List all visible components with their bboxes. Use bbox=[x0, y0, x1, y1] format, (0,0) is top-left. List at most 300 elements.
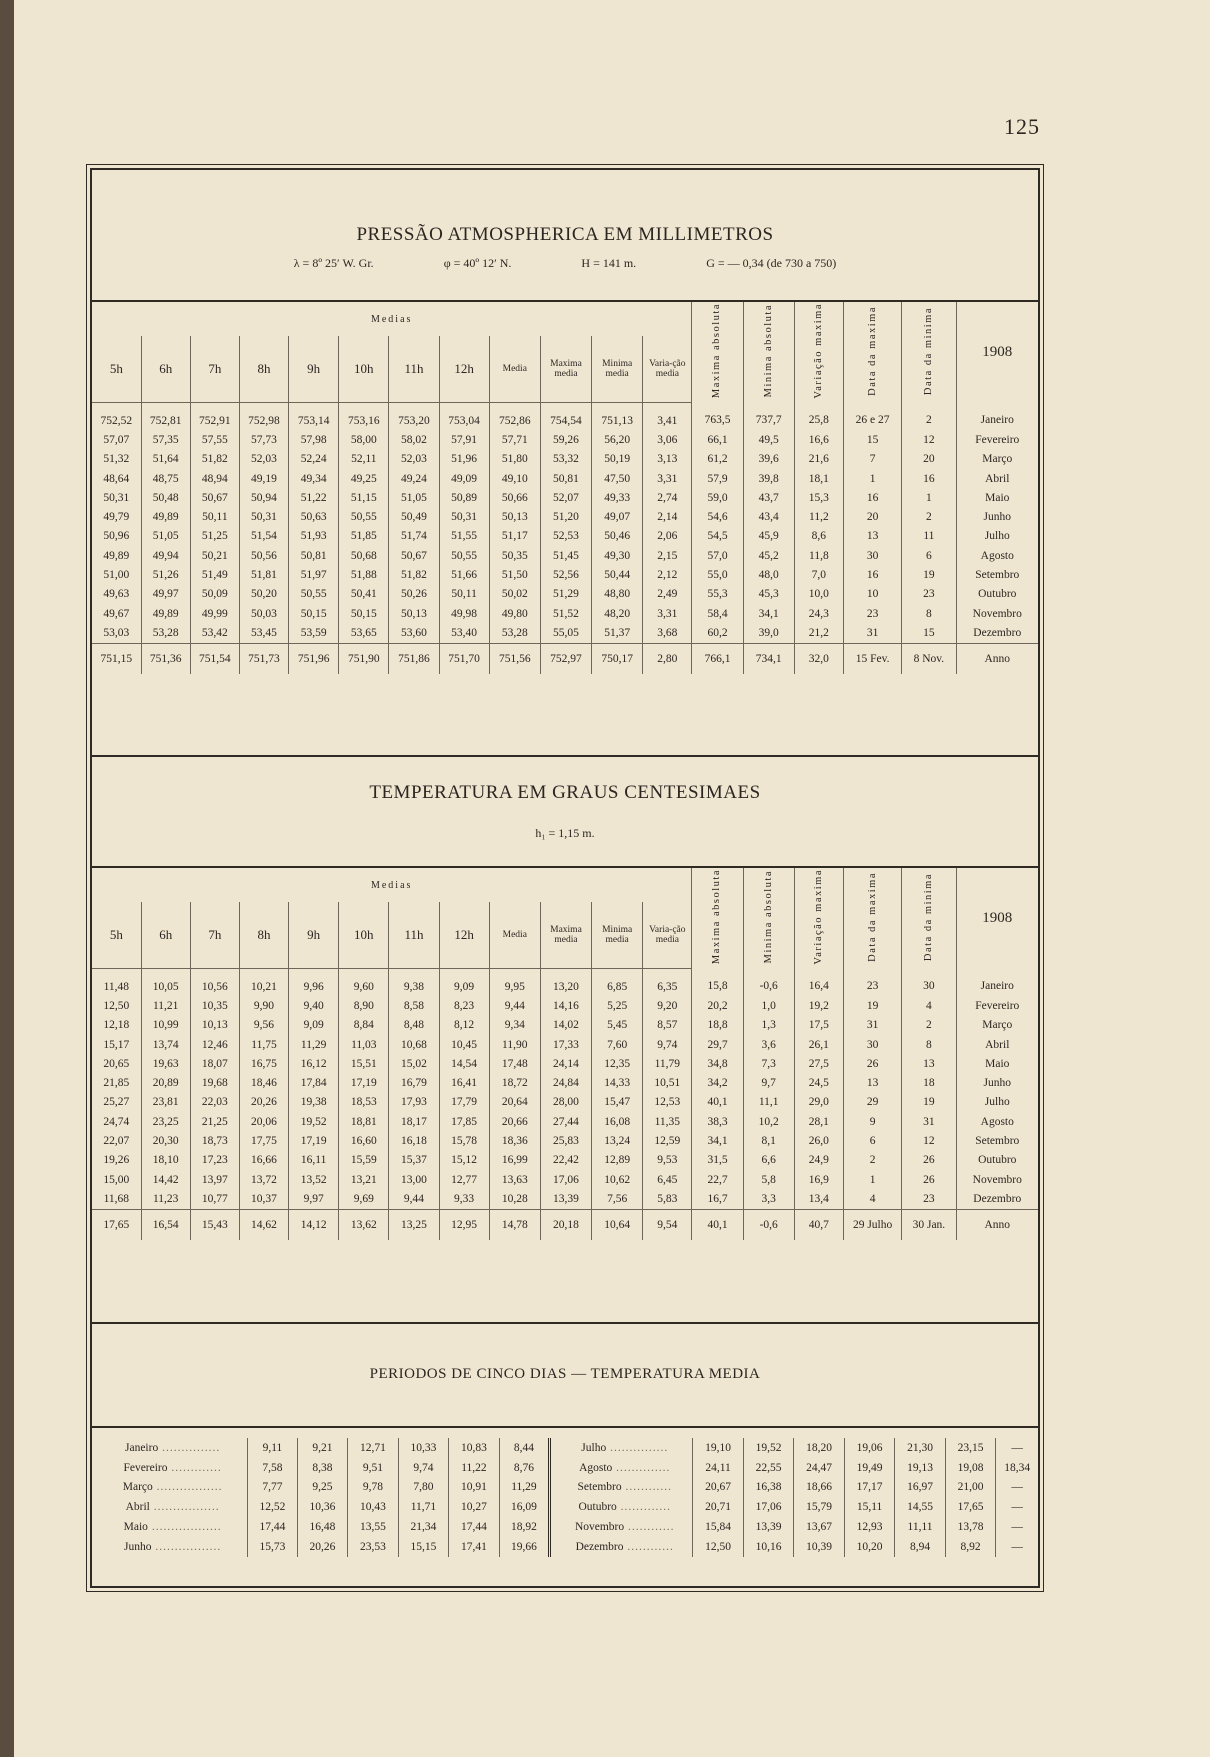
temperature-cell: 14,16 bbox=[540, 996, 591, 1015]
pressure-cell: 3,41 bbox=[643, 403, 692, 431]
periods-cell: 10,91 bbox=[449, 1478, 500, 1498]
temperature-cell: 9 bbox=[843, 1112, 901, 1131]
pressure-cell: 51,50 bbox=[489, 565, 540, 584]
periods-cell: 20,71 bbox=[693, 1497, 744, 1517]
pressure-month-label: Agosto bbox=[956, 546, 1038, 565]
periods-month-label: Novembro ............ bbox=[550, 1517, 693, 1537]
periods-cell: 24,47 bbox=[794, 1458, 845, 1478]
pressure-hour-6: 6h bbox=[141, 336, 190, 403]
periods-cell: 11,22 bbox=[449, 1458, 500, 1478]
pressure-cell: 15 bbox=[843, 430, 901, 449]
periods-top-rule bbox=[92, 1426, 1038, 1428]
pressure-cell: 49,94 bbox=[141, 546, 190, 565]
periods-cell: 10,83 bbox=[449, 1438, 500, 1458]
pressure-cell: 51,29 bbox=[540, 585, 591, 604]
pressure-cell: 6 bbox=[902, 546, 956, 565]
pressure-cell: 55,0 bbox=[692, 565, 743, 584]
temperature-cell: 12 bbox=[902, 1131, 956, 1150]
periods-cell: 12,71 bbox=[348, 1438, 399, 1458]
pressure-month-label: Novembro bbox=[956, 604, 1038, 623]
temperature-cell: 9,7 bbox=[743, 1073, 794, 1092]
pressure-table bbox=[92, 302, 1038, 674]
temperature-cell: 25,83 bbox=[540, 1131, 591, 1150]
temperature-cell: 18,81 bbox=[339, 1112, 389, 1131]
temperature-cell: 9,53 bbox=[643, 1151, 692, 1170]
temperature-cell: 15,17 bbox=[103, 1038, 130, 1051]
periods-row bbox=[92, 1438, 1038, 1458]
periods-cell: 17,44 bbox=[449, 1517, 500, 1537]
periods-cell: 17,44 bbox=[248, 1517, 297, 1537]
temperature-cell: 16,9 bbox=[794, 1170, 843, 1189]
pressure-cell: 753,20 bbox=[389, 403, 439, 431]
temperature-cell: 29,7 bbox=[692, 1035, 743, 1054]
periods-cell: 18,34 bbox=[996, 1458, 1038, 1478]
temperature-cell: 14,33 bbox=[592, 1073, 643, 1092]
periods-cell: 8,94 bbox=[895, 1537, 946, 1557]
temperature-cell: 18 bbox=[902, 1073, 956, 1092]
temperature-cell: 16,7 bbox=[692, 1189, 743, 1209]
periods-cell: 10,39 bbox=[794, 1537, 845, 1557]
pressure-param-lambda: λ = 8º 25′ W. Gr. bbox=[293, 256, 374, 270]
pressure-cell: 34,1 bbox=[743, 604, 794, 623]
pressure-cell: 51,55 bbox=[439, 527, 489, 546]
pressure-cell: 56,20 bbox=[592, 430, 643, 449]
temperature-cell: 1,0 bbox=[743, 996, 794, 1015]
temperature-annual-cell: 9,54 bbox=[643, 1209, 692, 1240]
temperature-cell: 8,58 bbox=[389, 996, 439, 1015]
pressure-cell: 50,66 bbox=[489, 488, 540, 507]
temperature-cell: 16,08 bbox=[592, 1112, 643, 1131]
periods-cell: 18,92 bbox=[499, 1517, 550, 1537]
periods-cell: 11,71 bbox=[398, 1497, 449, 1517]
pressure-cell: 16 bbox=[843, 565, 901, 584]
pressure-cell: 18,1 bbox=[794, 469, 843, 488]
pressure-cell: 15,3 bbox=[794, 488, 843, 507]
temperature-hour-8: 8h bbox=[239, 902, 288, 969]
temperature-annual-cell: 13,62 bbox=[339, 1209, 389, 1240]
pressure-cell: 50,02 bbox=[489, 585, 540, 604]
pressure-cell: 11 bbox=[902, 527, 956, 546]
periods-cell: 15,84 bbox=[693, 1517, 744, 1537]
temperature-cell: 15,51 bbox=[339, 1054, 389, 1073]
temperature-cell: 28,00 bbox=[540, 1093, 591, 1112]
temperature-cell: 11,03 bbox=[339, 1035, 389, 1054]
pressure-annual-cell: 751,73 bbox=[239, 643, 288, 674]
temperature-annual-cell: 30 Jan. bbox=[902, 1209, 956, 1240]
temperature-cell: 8,48 bbox=[389, 1016, 439, 1035]
pressure-cell: 51,88 bbox=[339, 565, 389, 584]
temperature-cell: 24,9 bbox=[794, 1151, 843, 1170]
periods-cell: 7,58 bbox=[248, 1458, 297, 1478]
pressure-cell: 57,71 bbox=[489, 430, 540, 449]
temperature-month-label: Fevereiro bbox=[956, 996, 1038, 1015]
temperature-cell: 11,48 bbox=[103, 980, 130, 993]
periods-month-label: Janeiro ............... bbox=[125, 1441, 221, 1454]
pressure-cell: 2,49 bbox=[643, 585, 692, 604]
temperature-cell: 13,63 bbox=[489, 1170, 540, 1189]
pressure-cell: 51,00 bbox=[103, 569, 130, 582]
temperature-annual-cell: 40,1 bbox=[692, 1209, 743, 1240]
pressure-cell: 2 bbox=[902, 507, 956, 526]
temperature-cell: 16,18 bbox=[389, 1131, 439, 1150]
pressure-cell: 2 bbox=[902, 403, 956, 431]
periods-cell: 11,29 bbox=[499, 1478, 550, 1498]
pressure-cell: 49,07 bbox=[592, 507, 643, 526]
pressure-cell: 49,89 bbox=[141, 604, 190, 623]
pressure-cell: 50,55 bbox=[339, 507, 389, 526]
temperature-cell: 16,75 bbox=[239, 1054, 288, 1073]
pressure-cell: 21,6 bbox=[794, 450, 843, 469]
pressure-cell: 3,06 bbox=[643, 430, 692, 449]
pressure-cell: 16 bbox=[902, 469, 956, 488]
temperature-cell: 7,56 bbox=[592, 1189, 643, 1209]
pressure-param-phi: φ = 40º 12′ N. bbox=[443, 256, 512, 270]
periods-cell: 12,52 bbox=[248, 1497, 297, 1517]
pressure-hour-5: 5h bbox=[92, 336, 141, 403]
temperature-cell: 7,3 bbox=[743, 1054, 794, 1073]
periods-cell: 18,66 bbox=[794, 1478, 845, 1498]
periods-row bbox=[92, 1517, 1038, 1537]
temperature-cell: 20,89 bbox=[141, 1073, 190, 1092]
temperature-cell: 11,1 bbox=[743, 1093, 794, 1112]
temperature-hour-5: 5h bbox=[92, 902, 141, 969]
periods-month-label: Julho ............... bbox=[550, 1438, 693, 1458]
periods-cell: 16,09 bbox=[499, 1497, 550, 1517]
periods-cell: 20,67 bbox=[693, 1478, 744, 1498]
pressure-cell: 3,68 bbox=[643, 623, 692, 643]
temperature-cell: 11,79 bbox=[643, 1054, 692, 1073]
pressure-annual-cell: 751,56 bbox=[489, 643, 540, 674]
pressure-cell: 20 bbox=[843, 507, 901, 526]
temperature-annual-cell: 17,65 bbox=[92, 1209, 141, 1240]
pressure-cell: 51,25 bbox=[190, 527, 239, 546]
temperature-annual-cell: -0,6 bbox=[743, 1209, 794, 1240]
periods-cell: 7,77 bbox=[248, 1478, 297, 1498]
page-number: 125 bbox=[1004, 114, 1040, 139]
pressure-cell: 48,64 bbox=[103, 472, 130, 485]
temperature-cell: 19,63 bbox=[141, 1054, 190, 1073]
temperature-cell: 29 bbox=[843, 1093, 901, 1112]
pressure-cell: 1 bbox=[843, 469, 901, 488]
temperature-cell: 19 bbox=[843, 996, 901, 1015]
pressure-cell: 53,60 bbox=[389, 623, 439, 643]
temperature-cell: 9,96 bbox=[289, 969, 339, 997]
pressure-cell: 57,9 bbox=[692, 469, 743, 488]
pressure-cell: 53,28 bbox=[489, 623, 540, 643]
temperature-cell: 6,85 bbox=[592, 969, 643, 997]
temperature-cell: 15,78 bbox=[439, 1131, 489, 1150]
pressure-cell: 57,55 bbox=[190, 430, 239, 449]
temperature-month-label: Junho bbox=[956, 1073, 1038, 1092]
temperature-col-data-min: Data da minima bbox=[902, 868, 956, 969]
temperature-cell: 3,6 bbox=[743, 1035, 794, 1054]
pressure-hour-12: 12h bbox=[439, 336, 489, 403]
pressure-cell: 58,4 bbox=[692, 604, 743, 623]
pressure-cell: 48,80 bbox=[592, 585, 643, 604]
pressure-cell: 50,31 bbox=[239, 507, 288, 526]
temperature-cell: 34,8 bbox=[692, 1054, 743, 1073]
temperature-cell: 9,34 bbox=[489, 1016, 540, 1035]
temperature-cell: 25,27 bbox=[103, 1096, 130, 1109]
pressure-cell: 2,06 bbox=[643, 527, 692, 546]
pressure-annual-label: Anno bbox=[956, 643, 1038, 674]
temperature-annual-cell: 13,25 bbox=[389, 1209, 439, 1240]
temperature-cell: 22,03 bbox=[190, 1093, 239, 1112]
pressure-cell: 47,50 bbox=[592, 469, 643, 488]
periods-cell: 12,93 bbox=[844, 1517, 895, 1537]
temperature-cell: 19,38 bbox=[289, 1093, 339, 1112]
temperature-cell: 9,33 bbox=[439, 1189, 489, 1209]
temperature-cell: 16,79 bbox=[389, 1073, 439, 1092]
pressure-cell: 50,31 bbox=[439, 507, 489, 526]
pressure-col-data-min: Data da minima bbox=[902, 302, 956, 403]
temperature-annual-cell: 16,54 bbox=[141, 1209, 190, 1240]
pressure-cell: 57,0 bbox=[692, 546, 743, 565]
pressure-month-label: Setembro bbox=[956, 565, 1038, 584]
pressure-cell: 50,03 bbox=[239, 604, 288, 623]
pressure-month-label: Julho bbox=[956, 527, 1038, 546]
temperature-cell: 30 bbox=[902, 969, 956, 997]
periods-cell: 12,50 bbox=[693, 1537, 744, 1557]
pressure-annual-cell: 751,90 bbox=[339, 643, 389, 674]
pressure-cell: 66,1 bbox=[692, 430, 743, 449]
pressure-cell: 49,19 bbox=[239, 469, 288, 488]
temperature-cell: 17,23 bbox=[190, 1151, 239, 1170]
temperature-cell: 8,90 bbox=[339, 996, 389, 1015]
pressure-cell: 752,81 bbox=[141, 403, 190, 431]
temperature-cell: 15,59 bbox=[339, 1151, 389, 1170]
temperature-month-label: Novembro bbox=[956, 1170, 1038, 1189]
pressure-cell: 23 bbox=[843, 604, 901, 623]
pressure-row bbox=[92, 527, 1038, 546]
temperature-cell: 13,24 bbox=[592, 1131, 643, 1150]
pressure-cell: 51,37 bbox=[592, 623, 643, 643]
temperature-col-max-media: Maxima media bbox=[540, 902, 591, 969]
pressure-cell: 51,64 bbox=[141, 450, 190, 469]
pressure-row bbox=[92, 623, 1038, 643]
temperature-cell: 9,38 bbox=[389, 969, 439, 997]
temperature-cell: 11,90 bbox=[489, 1035, 540, 1054]
pressure-row bbox=[92, 604, 1038, 623]
periods-month-label: Junho ................. bbox=[124, 1540, 222, 1553]
pressure-annual-cell: 766,1 bbox=[692, 643, 743, 674]
pressure-cell: 51,96 bbox=[439, 450, 489, 469]
temperature-cell: 9,74 bbox=[643, 1035, 692, 1054]
temperature-month-label: Janeiro bbox=[956, 969, 1038, 997]
periods-month-label: Maio .................. bbox=[123, 1521, 222, 1534]
periods-cell: — bbox=[996, 1517, 1038, 1537]
pressure-cell: 49,89 bbox=[141, 507, 190, 526]
temperature-cell: 31 bbox=[902, 1112, 956, 1131]
temperature-cell: 14,02 bbox=[540, 1016, 591, 1035]
temperature-cell: 10,45 bbox=[439, 1035, 489, 1054]
periods-cell: 17,06 bbox=[743, 1497, 794, 1517]
pressure-cell: 52,03 bbox=[239, 450, 288, 469]
pressure-cell: 752,52 bbox=[100, 414, 133, 427]
temperature-cell: 26,1 bbox=[794, 1035, 843, 1054]
periods-cell: 9,74 bbox=[398, 1458, 449, 1478]
temperature-cell: 6,35 bbox=[643, 969, 692, 997]
periods-cell: 20,26 bbox=[297, 1537, 348, 1557]
pressure-params bbox=[92, 256, 1038, 271]
pressure-hour-11: 11h bbox=[389, 336, 439, 403]
temperature-cell: 17,85 bbox=[439, 1112, 489, 1131]
periods-cell: — bbox=[996, 1537, 1038, 1557]
pressure-cell: 21,2 bbox=[794, 623, 843, 643]
temperature-cell: 34,2 bbox=[692, 1073, 743, 1092]
pressure-cell: 59,26 bbox=[540, 430, 591, 449]
pressure-annual-cell: 751,54 bbox=[190, 643, 239, 674]
temperature-cell: 6,45 bbox=[643, 1170, 692, 1189]
periods-row bbox=[92, 1497, 1038, 1517]
periods-cell: 9,21 bbox=[297, 1438, 348, 1458]
periods-title: PERIODOS DE CINCO DIAS — TEMPERATURA MEDIA bbox=[369, 1366, 761, 1382]
pressure-row bbox=[92, 565, 1038, 584]
temperature-cell: 26 bbox=[902, 1151, 956, 1170]
periods-cell: 16,38 bbox=[743, 1478, 794, 1498]
temperature-annual-row bbox=[92, 1209, 1038, 1240]
pressure-cell: 39,6 bbox=[743, 450, 794, 469]
temperature-cell: 4 bbox=[843, 1189, 901, 1209]
temperature-cell: 12,77 bbox=[439, 1170, 489, 1189]
pressure-annual-cell: 752,97 bbox=[540, 643, 591, 674]
pressure-row bbox=[92, 450, 1038, 469]
temperature-cell: 7,60 bbox=[592, 1035, 643, 1054]
pressure-cell: 51,05 bbox=[141, 527, 190, 546]
temperature-cell: 26,0 bbox=[794, 1131, 843, 1150]
pressure-cell: 31 bbox=[843, 623, 901, 643]
temperature-cell: 16,99 bbox=[489, 1151, 540, 1170]
temperature-cell: 20,65 bbox=[103, 1057, 130, 1070]
periods-cell: 9,11 bbox=[248, 1438, 297, 1458]
temperature-cell: 28,1 bbox=[794, 1112, 843, 1131]
temperature-cell: 11,75 bbox=[239, 1035, 288, 1054]
pressure-cell: 49,34 bbox=[289, 469, 339, 488]
temperature-row bbox=[92, 1016, 1038, 1035]
temperature-month-label: Maio bbox=[956, 1054, 1038, 1073]
temperature-hour-10: 10h bbox=[339, 902, 389, 969]
periods-cell: 13,39 bbox=[743, 1517, 794, 1537]
temperature-cell: 18,17 bbox=[389, 1112, 439, 1131]
pressure-cell: 61,2 bbox=[692, 450, 743, 469]
pressure-year: 1908 bbox=[956, 302, 1038, 403]
periods-cell: 19,52 bbox=[743, 1438, 794, 1458]
periods-cell: 17,41 bbox=[449, 1537, 500, 1557]
temperature-cell: 5,83 bbox=[643, 1189, 692, 1209]
temperature-cell: 16,66 bbox=[239, 1151, 288, 1170]
temperature-cell: 17,06 bbox=[540, 1170, 591, 1189]
pressure-annual-cell: 751,96 bbox=[289, 643, 339, 674]
pressure-annual-cell: 15 Fev. bbox=[843, 643, 901, 674]
pressure-cell: 51,82 bbox=[190, 450, 239, 469]
temperature-cell: 18,46 bbox=[239, 1073, 288, 1092]
pressure-cell: 50,44 bbox=[592, 565, 643, 584]
temperature-row bbox=[92, 1112, 1038, 1131]
temperature-cell: 9,95 bbox=[489, 969, 540, 997]
periods-month-label: Agosto .............. bbox=[550, 1458, 693, 1478]
temperature-cell: 16,4 bbox=[794, 969, 843, 997]
temperature-cell: 8,57 bbox=[643, 1016, 692, 1035]
pressure-cell: 51,74 bbox=[389, 527, 439, 546]
temperature-cell: 27,44 bbox=[540, 1112, 591, 1131]
temperature-cell: 18,8 bbox=[692, 1016, 743, 1035]
temperature-cell: 34,1 bbox=[692, 1131, 743, 1150]
pressure-cell: 53,28 bbox=[141, 623, 190, 643]
periods-cell: 21,00 bbox=[945, 1478, 996, 1498]
pressure-row bbox=[92, 403, 1038, 431]
pressure-cell: 50,55 bbox=[439, 546, 489, 565]
pressure-cell: 57,35 bbox=[141, 430, 190, 449]
pressure-cell: 51,22 bbox=[289, 488, 339, 507]
temperature-hour-6: 6h bbox=[141, 902, 190, 969]
temperature-month-label: Março bbox=[956, 1016, 1038, 1035]
periods-cell: 8,76 bbox=[499, 1458, 550, 1478]
temperature-cell: 12,46 bbox=[190, 1035, 239, 1054]
pressure-cell: 48,94 bbox=[190, 469, 239, 488]
temperature-cell: 19 bbox=[902, 1093, 956, 1112]
temperature-cell: 13,72 bbox=[239, 1170, 288, 1189]
temperature-cell: 13,20 bbox=[540, 969, 591, 997]
pressure-cell: 51,80 bbox=[489, 450, 540, 469]
page-sheet bbox=[14, 0, 1210, 1757]
pressure-cell: 16,6 bbox=[794, 430, 843, 449]
pressure-cell: 49,10 bbox=[489, 469, 540, 488]
pressure-cell: 45,3 bbox=[743, 585, 794, 604]
temperature-cell: 3,3 bbox=[743, 1189, 794, 1209]
pressure-cell: 51,97 bbox=[289, 565, 339, 584]
temperature-cell: 10,28 bbox=[489, 1189, 540, 1209]
temperature-cell: 10,56 bbox=[190, 969, 239, 997]
periods-cell: 10,43 bbox=[348, 1497, 399, 1517]
temperature-cell: 12,89 bbox=[592, 1151, 643, 1170]
temperature-cell: 22,7 bbox=[692, 1170, 743, 1189]
pressure-cell: 53,40 bbox=[439, 623, 489, 643]
pressure-cell: 11,8 bbox=[794, 546, 843, 565]
pressure-cell: 52,24 bbox=[289, 450, 339, 469]
temperature-cell: 23,25 bbox=[141, 1112, 190, 1131]
temperature-annual-cell: 14,78 bbox=[489, 1209, 540, 1240]
temperature-annual-cell: 12,95 bbox=[439, 1209, 489, 1240]
pressure-cell: 49,33 bbox=[592, 488, 643, 507]
temperature-cell: 12,50 bbox=[103, 999, 130, 1012]
pressure-cell: 51,81 bbox=[239, 565, 288, 584]
pressure-month-label: Outubro bbox=[956, 585, 1038, 604]
periods-cell: 10,27 bbox=[449, 1497, 500, 1517]
temperature-cell: 17,84 bbox=[289, 1073, 339, 1092]
temperature-cell: 5,8 bbox=[743, 1170, 794, 1189]
temperature-cell: 18,72 bbox=[489, 1073, 540, 1092]
temperature-col-min-media: Minima media bbox=[592, 902, 643, 969]
periods-cell: 9,25 bbox=[297, 1478, 348, 1498]
table-frame bbox=[90, 168, 1040, 1588]
periods-month-label: Fevereiro ............. bbox=[123, 1461, 222, 1474]
periods-cell: 13,67 bbox=[794, 1517, 845, 1537]
pressure-cell: 51,66 bbox=[439, 565, 489, 584]
pressure-cell: 54,6 bbox=[692, 507, 743, 526]
pressure-cell: 10 bbox=[843, 585, 901, 604]
temperature-cell: 10,51 bbox=[643, 1073, 692, 1092]
temperature-cell: 29,0 bbox=[794, 1093, 843, 1112]
temperature-hour-9: 9h bbox=[289, 902, 339, 969]
pressure-cell: 53,59 bbox=[289, 623, 339, 643]
periods-cell: 15,73 bbox=[248, 1537, 297, 1557]
periods-cell: 19,10 bbox=[693, 1438, 744, 1458]
pressure-cell: 51,20 bbox=[540, 507, 591, 526]
pressure-cell: 50,67 bbox=[190, 488, 239, 507]
periods-cell: 14,55 bbox=[895, 1497, 946, 1517]
pressure-cell: 751,13 bbox=[592, 403, 643, 431]
pressure-cell: 7,0 bbox=[794, 565, 843, 584]
